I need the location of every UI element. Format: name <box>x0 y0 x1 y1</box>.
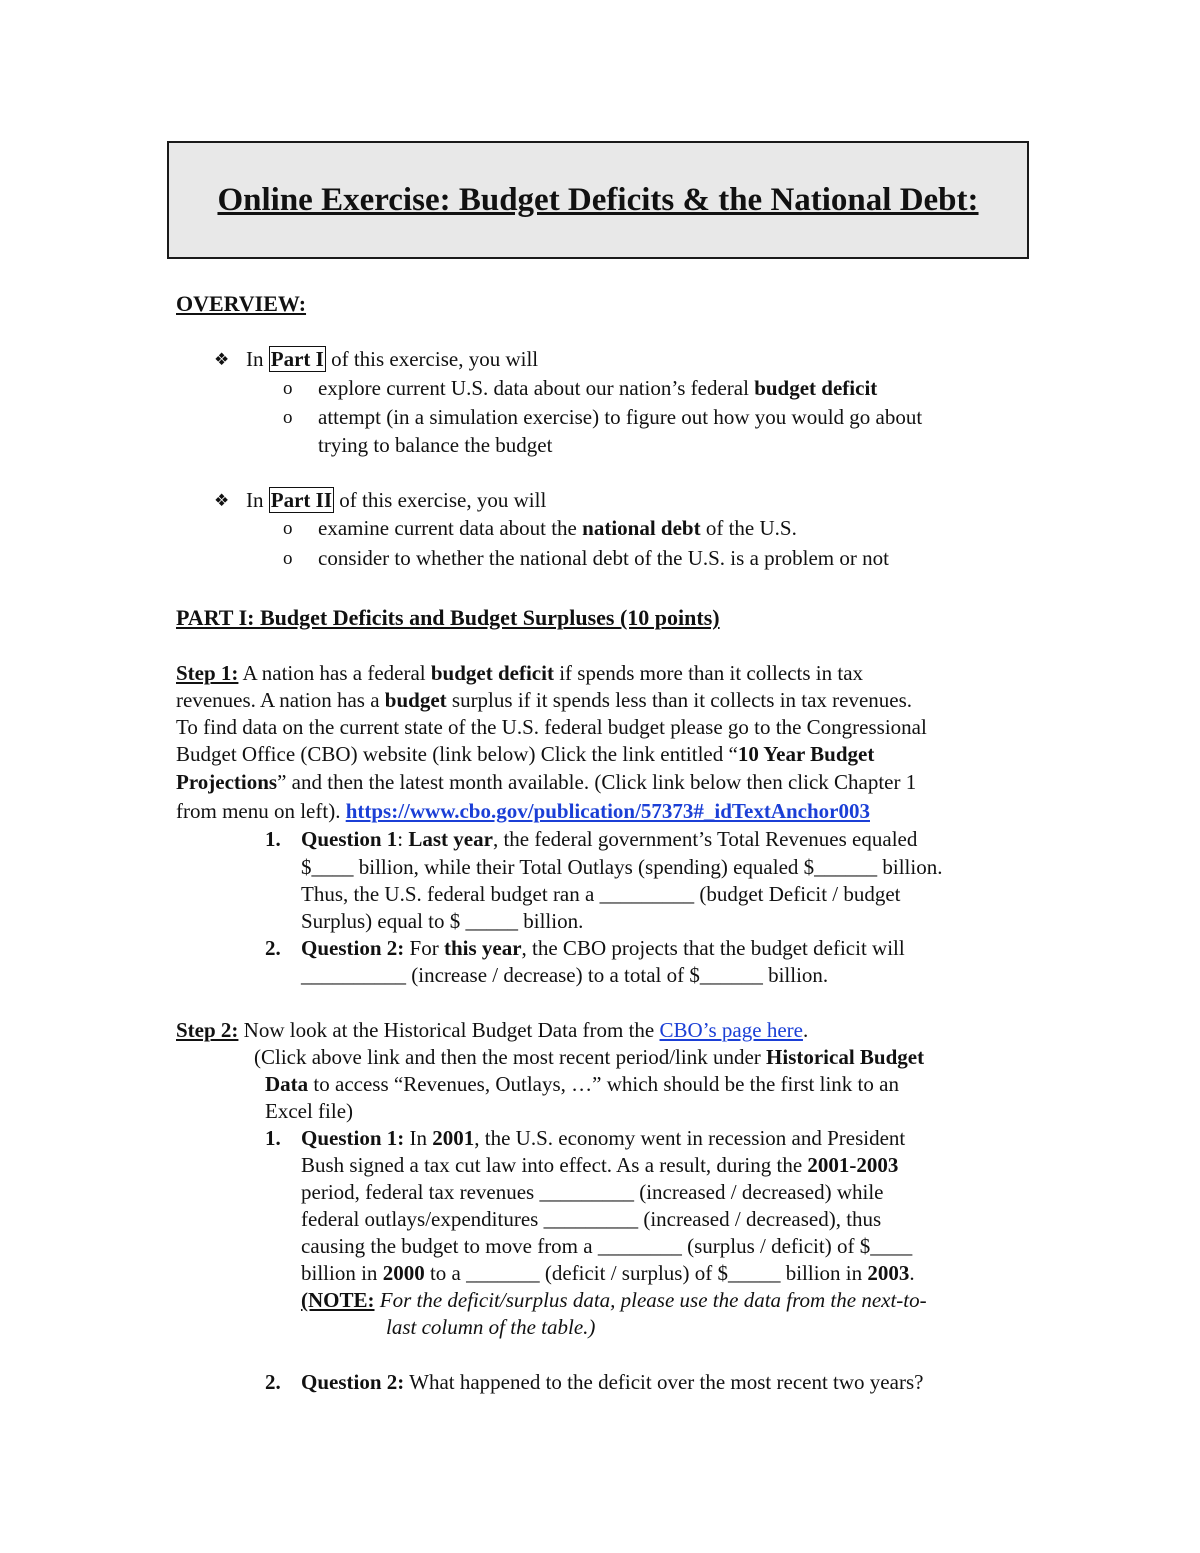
step1-question1-line-1: Question 1: Last year, the federal government’s Total Revenues equaled <box>301 827 918 851</box>
question-number: 2. <box>265 1370 281 1394</box>
overview-heading: OVERVIEW: <box>176 291 307 316</box>
step2-question1-line-6: billion in 2000 to a _______ (deficit / surplus) of $_____ billion in 2003. <box>301 1261 915 1285</box>
step2-question1-line-5: causing the budget to move from a ________ (surplus / deficit) of $____ <box>301 1234 913 1258</box>
overview-part2-line: In Part II of this exercise, you will <box>246 488 547 512</box>
overview-part1-item-1: explore current U.S. data about our nation’s federal budget deficit <box>318 376 878 400</box>
step1-line-3: To find data on the current state of the U.S. federal budget please go to the Congressional <box>176 715 927 739</box>
sub-bullet-icon: o <box>283 518 293 539</box>
question-number: 1. <box>265 1126 281 1150</box>
step1-question2-line-2: __________ (increase / decrease) to a total of $______ billion. <box>301 963 829 987</box>
step1-question2-line-1: Question 2: For this year, the CBO projects that the budget deficit will <box>301 936 905 960</box>
step2-label: Step 2: <box>176 1018 239 1042</box>
step1-line-4: Budget Office (CBO) website (link below) Click the link entitled “10 Year Budget <box>176 742 875 766</box>
part2-label: Part II <box>270 488 332 512</box>
overview-part2-item-2: consider to whether the national debt of the U.S. is a problem or not <box>318 546 889 570</box>
step1-label: Step 1: <box>176 661 239 685</box>
title-box <box>167 141 1029 259</box>
step2-question1-line-4: federal outlays/expenditures _________ (increased / decreased), thus <box>301 1207 882 1231</box>
overview-part1-line: In Part I of this exercise, you will <box>246 347 539 371</box>
diamond-bullet-icon: ❖ <box>214 491 230 510</box>
part1-label: Part I <box>270 347 324 371</box>
step2-question1-line-3: period, federal tax revenues _________ (increased / decreased) while <box>301 1180 884 1204</box>
step1-line-2: revenues. A nation has a budget surplus if it spends less than it collects in tax revenues. <box>176 688 913 712</box>
note-label: (NOTE: <box>301 1288 375 1312</box>
step2-question1-line-2: Bush signed a tax cut law into effect. As a result, during the 2001-2003 <box>301 1153 899 1177</box>
step2-line-3: Data to access “Revenues, Outlays, …” which should be the first link to an <box>265 1072 899 1096</box>
step2-line-4: Excel file) <box>265 1099 354 1123</box>
sub-bullet-icon: o <box>283 548 293 569</box>
overview-part1-item-2-cont: trying to balance the budget <box>318 433 553 457</box>
step2-note-line-2: last column of the table.) <box>386 1315 596 1339</box>
document-title: Online Exercise: Budget Deficits & the National Debt: <box>217 182 979 218</box>
step1-question1-line-3: Thus, the U.S. federal budget ran a _________ (budget Deficit / budget <box>301 882 901 906</box>
cbo-publication-link[interactable]: https://www.cbo.gov/publication/57373#_idTextAnchor003 <box>345 799 870 823</box>
step2-line-2: (Click above link and then the most recent period/link under Historical Budget <box>254 1045 925 1069</box>
step2-note-line-1: (NOTE: For the deficit/surplus data, please use the data from the next-to- <box>301 1288 927 1312</box>
step1-line-5: Projections” and then the latest month available. (Click link below then click Chapter 1 <box>176 770 917 794</box>
overview-part1-item-2: attempt (in a simulation exercise) to figure out how you would go about <box>318 405 923 429</box>
cbo-page-link[interactable]: CBO’s page here <box>659 1018 803 1042</box>
question-number: 2. <box>265 936 281 960</box>
diamond-bullet-icon: ❖ <box>214 350 230 369</box>
step1-question1-line-4: Surplus) equal to $ _____ billion. <box>301 909 584 933</box>
part1-heading: PART I: Budget Deficits and Budget Surpluses (10 points) <box>176 605 720 630</box>
step2-question2-line: Question 2: What happened to the deficit over the most recent two years? <box>301 1370 924 1394</box>
step1-question1-line-2: $____ billion, while their Total Outlays (spending) equaled $______ billion. <box>301 855 943 879</box>
sub-bullet-icon: o <box>283 407 293 428</box>
question-number: 1. <box>265 827 281 851</box>
step1-line-6: from menu on left). https://www.cbo.gov/publication/57373#_idTextAnchor003 <box>176 799 870 823</box>
overview-part2-item-1: examine current data about the national debt of the U.S. <box>318 516 797 540</box>
step2-question1-line-1: Question 1: In 2001, the U.S. economy went in recession and President <box>301 1126 906 1150</box>
step2-line-1: Step 2: Now look at the Historical Budget Data from the CBO’s page here. <box>176 1018 809 1042</box>
sub-bullet-icon: o <box>283 378 293 399</box>
step1-line-1: Step 1: A nation has a federal budget deficit if spends more than it collects in tax <box>176 661 864 685</box>
